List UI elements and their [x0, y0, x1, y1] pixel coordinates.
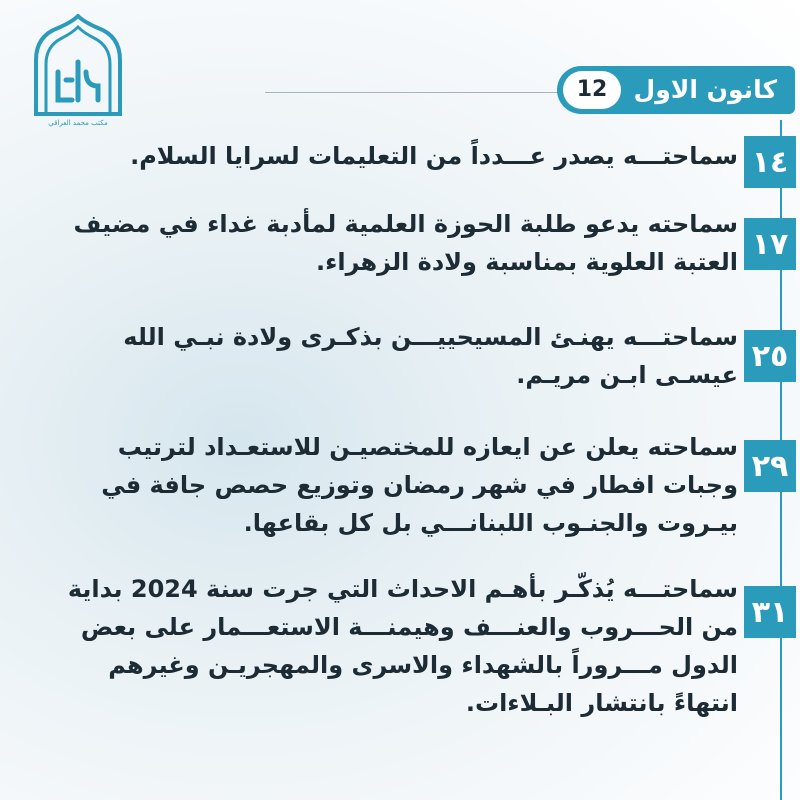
- day-badge: ١٧: [744, 218, 796, 270]
- header-divider: [265, 92, 565, 93]
- logo: [28, 14, 128, 134]
- month-number: 12: [563, 71, 621, 109]
- entry-text: سماحته يعلن عن ايعازه للمختصيـن للاستعـداد لترتيب وجبات افطار في شهر رمضان وتوزيع حصص جافة في بيـروت والجنـوب اللبنانـــي بل كل بقاعها.: [101, 433, 738, 537]
- entry-text: سماحتـــه يُذكّـر بأهـم الاحداث التي جرت سنة 2024 بداية من الحـــروب والعنـــف وهيمنـــة الاستعـــمار على بعض الدول مـــروراً بالشهداء والاسرى والمهجريـن وغيرهم انتهاءً بانتشار البـلاءات.: [67, 575, 738, 717]
- entry-text: سماحتـــه يصدر عـــدداً من التعليمات لسرايا السلام.: [130, 142, 738, 170]
- logo-caption: مكتب محمد العراقي: [48, 119, 108, 127]
- arch-logo-icon: [28, 14, 128, 118]
- day-badge: ٢٥: [744, 330, 796, 382]
- day-badge: ٢٩: [744, 440, 796, 492]
- day-badge: ١٤: [744, 136, 796, 188]
- entry-text: سماحتـــه يهنـئ المسيحييـــن بذكـرى ولادة نبـي الله عيسـى ابـن مريـم.: [123, 323, 738, 389]
- month-label: كانون الاول: [633, 75, 777, 104]
- entry-text: سماحته يدعو طلبة الحوزة العلمية لمأدبة غداء في مضيف العتبة العلوية بمناسبة ولادة الزهراء.: [73, 210, 738, 276]
- month-tab: [557, 66, 795, 114]
- day-badge: ٣١: [744, 586, 796, 638]
